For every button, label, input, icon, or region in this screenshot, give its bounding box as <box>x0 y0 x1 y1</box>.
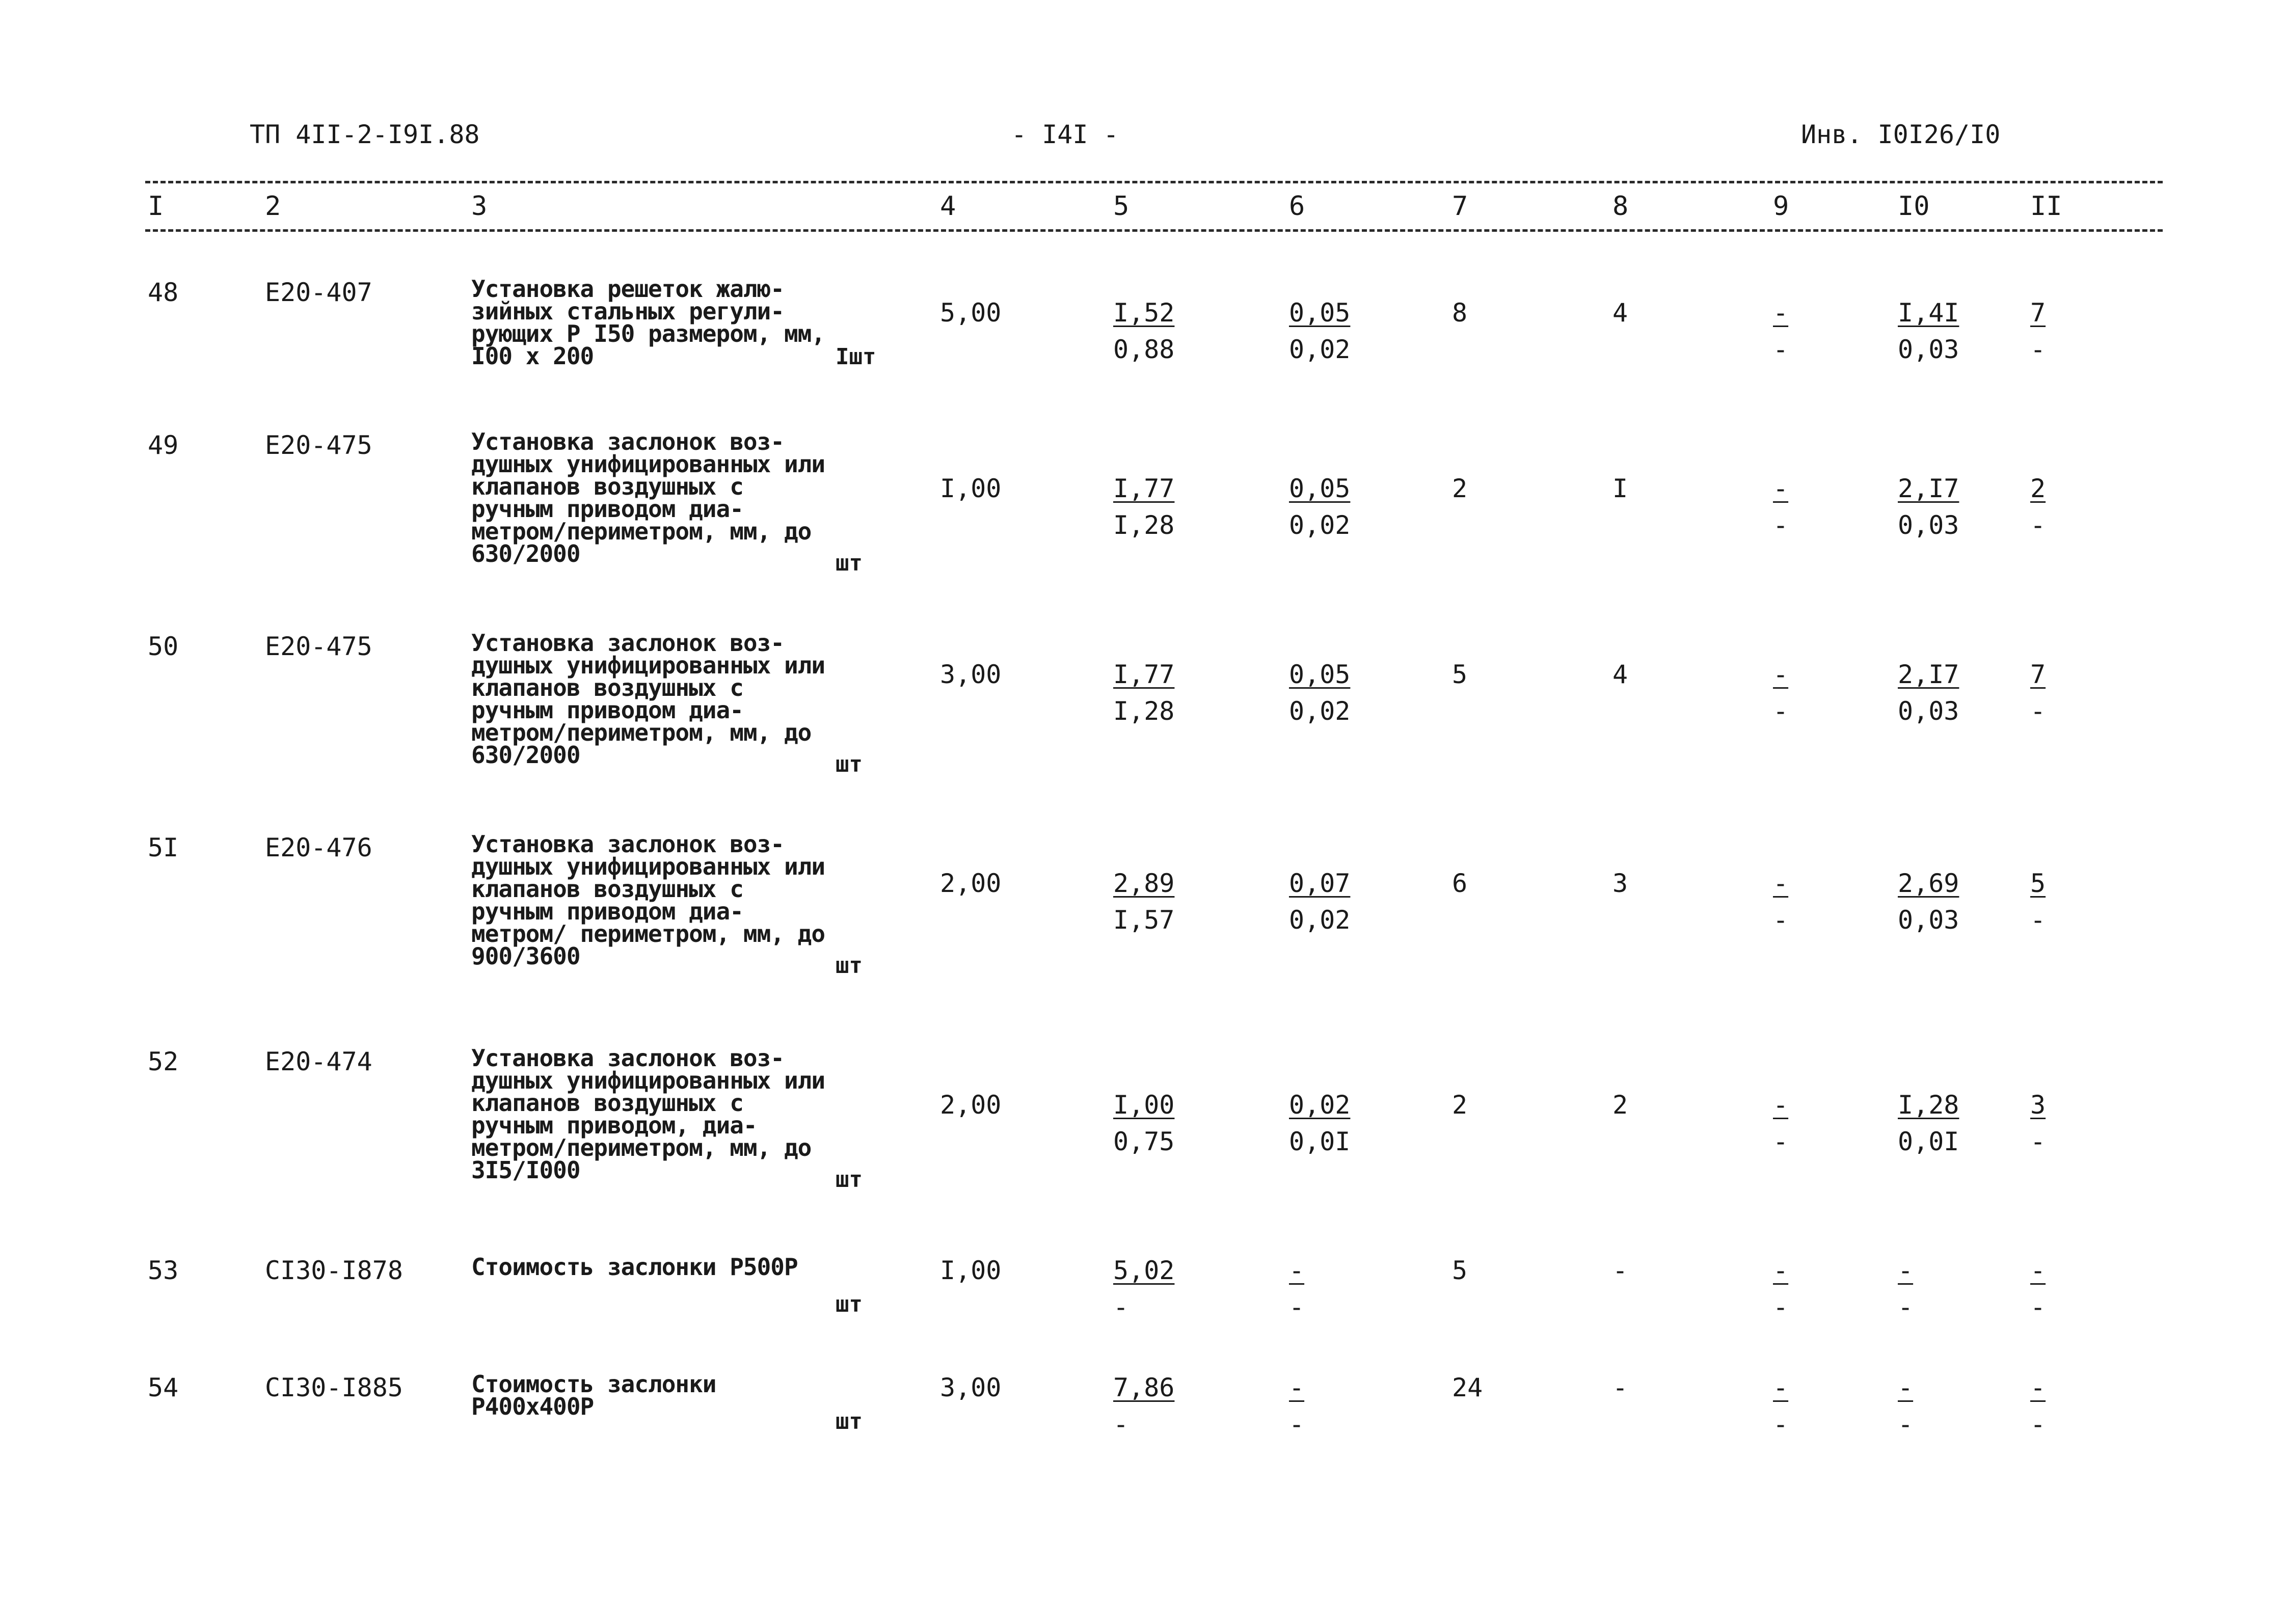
unit-of-measure: шт <box>836 1167 863 1193</box>
doc-code: ТП 4II-2-I9I.88 <box>250 120 480 149</box>
col5-value <box>1113 1090 1174 1156</box>
col5-value-denominator: 0,75 <box>1113 1127 1175 1156</box>
col5-value-denominator: - <box>1113 1410 1129 1439</box>
col8-value: - <box>1612 1373 1628 1402</box>
col9-value-numerator: - <box>1773 660 1789 689</box>
col10-value-denominator: 0,03 <box>1898 696 1959 726</box>
col-head-4: 4 <box>940 191 956 222</box>
unit-of-measure: шт <box>836 751 863 777</box>
col11-value-numerator: - <box>2030 1373 2046 1402</box>
col11-value <box>2030 1090 2046 1156</box>
col5-value-numerator: I,77 <box>1113 660 1175 689</box>
header-rule-bottom <box>145 229 2163 232</box>
col10-value-denominator: 0,0I <box>1898 1127 1959 1156</box>
col10-value <box>1898 474 1959 540</box>
col7-value: 5 <box>1452 1256 1468 1285</box>
price-code: Е20-407 <box>265 278 372 307</box>
col5-value-numerator: I,77 <box>1113 474 1175 503</box>
col5-value-denominator: I,28 <box>1113 696 1175 726</box>
col6-value <box>1289 1090 1350 1156</box>
col6-value-denominator: 0,02 <box>1289 696 1351 726</box>
col10-value-numerator: I,28 <box>1898 1090 1959 1120</box>
col-head-7: 7 <box>1452 191 1468 222</box>
col9-value-numerator: - <box>1773 298 1789 328</box>
price-code: СI30-I878 <box>265 1256 403 1285</box>
col10-value-numerator: - <box>1898 1373 1914 1402</box>
quantity: 5,00 <box>940 298 1002 328</box>
work-description: Установка решеток жалю- зийных стальных регули- рующих Р I50 размером, мм, I00 x 200 <box>471 275 825 370</box>
col10-value-numerator: 2,I7 <box>1898 660 1959 689</box>
col9-value <box>1773 1256 1788 1322</box>
col5-value-numerator: I,00 <box>1113 1090 1175 1120</box>
col10-value <box>1898 298 1959 364</box>
col10-value <box>1898 660 1959 726</box>
col11-value-numerator: 5 <box>2030 869 2046 898</box>
col9-value-numerator: - <box>1773 1090 1789 1120</box>
col6-value-numerator: 0,02 <box>1289 1090 1351 1120</box>
col11-value-denominator: - <box>2030 1292 2046 1322</box>
col7-value: 6 <box>1452 869 1468 898</box>
col6-value <box>1289 298 1350 364</box>
col11-value-denominator: - <box>2030 335 2046 364</box>
col9-value-denominator: - <box>1773 510 1789 540</box>
col-head-10: I0 <box>1898 191 1930 222</box>
unit-of-measure: шт <box>836 1291 863 1317</box>
col5-value-denominator: I,57 <box>1113 905 1175 935</box>
col5-value-numerator: I,52 <box>1113 298 1175 328</box>
row-number: 5I <box>148 833 179 862</box>
col11-value <box>2030 869 2046 935</box>
col10-value-numerator: - <box>1898 1256 1914 1285</box>
col9-value-denominator: - <box>1773 1410 1789 1439</box>
col11-value-denominator: - <box>2030 696 2046 726</box>
col5-value <box>1113 1373 1174 1439</box>
col9-value <box>1773 660 1788 726</box>
col9-value-numerator: - <box>1773 869 1789 898</box>
work-description: Стоимость заслонки Р500Р <box>471 1253 798 1281</box>
col9-value-denominator: - <box>1773 1127 1789 1156</box>
col9-value <box>1773 1373 1788 1439</box>
col10-value <box>1898 1373 1913 1439</box>
quantity: I,00 <box>940 474 1002 503</box>
col11-value-denominator: - <box>2030 905 2046 935</box>
quantity: 2,00 <box>940 869 1002 898</box>
col10-value-denominator: 0,03 <box>1898 510 1959 540</box>
unit-of-measure: Iшт <box>836 344 876 370</box>
quantity: 3,00 <box>940 1373 1002 1402</box>
col7-value: 2 <box>1452 474 1468 503</box>
col10-value-denominator: - <box>1898 1410 1914 1439</box>
unit-of-measure: шт <box>836 550 863 576</box>
col10-value-numerator: 2,I7 <box>1898 474 1959 503</box>
col6-value-denominator: 0,02 <box>1289 905 1351 935</box>
col11-value-numerator: 7 <box>2030 298 2046 328</box>
col8-value: 4 <box>1612 660 1628 689</box>
col6-value-denominator: - <box>1289 1292 1305 1322</box>
col11-value-numerator: 7 <box>2030 660 2046 689</box>
col5-value <box>1113 474 1174 540</box>
col5-value-numerator: 5,02 <box>1113 1256 1175 1285</box>
col5-value-numerator: 7,86 <box>1113 1373 1175 1402</box>
col-head-8: 8 <box>1612 191 1629 222</box>
quantity: I,00 <box>940 1256 1002 1285</box>
col5-value <box>1113 660 1174 726</box>
col6-value-denominator: - <box>1289 1410 1305 1439</box>
col5-value <box>1113 1256 1174 1322</box>
col6-value-numerator: 0,05 <box>1289 298 1351 328</box>
price-code: СI30-I885 <box>265 1373 403 1402</box>
col9-value-numerator: - <box>1773 1256 1789 1285</box>
col5-value <box>1113 298 1174 364</box>
unit-of-measure: шт <box>836 1409 863 1434</box>
col6-value <box>1289 660 1350 726</box>
col9-value-numerator: - <box>1773 474 1789 503</box>
col7-value: 8 <box>1452 298 1468 328</box>
work-description: Установка заслонок воз- душных унифицированных или клапанов воздушных с ручным приводом, диа- метром/периметром, мм, до 3I5/I000 <box>471 1044 825 1184</box>
col10-value-numerator: 2,69 <box>1898 869 1959 898</box>
quantity: 2,00 <box>940 1090 1002 1120</box>
col11-value <box>2030 660 2046 726</box>
col11-value-numerator: 2 <box>2030 474 2046 503</box>
col5-value-denominator: 0,88 <box>1113 335 1175 364</box>
row-number: 50 <box>148 632 179 661</box>
col10-value-denominator: 0,03 <box>1898 335 1959 364</box>
row-number: 49 <box>148 430 179 460</box>
col8-value: I <box>1612 474 1628 503</box>
col6-value-denominator: 0,02 <box>1289 510 1351 540</box>
col6-value <box>1289 474 1350 540</box>
col11-value-numerator: - <box>2030 1256 2046 1285</box>
col10-value <box>1898 1090 1959 1156</box>
price-code: Е20-475 <box>265 430 372 460</box>
col10-value-denominator: - <box>1898 1292 1914 1322</box>
col6-value-denominator: 0,02 <box>1289 335 1351 364</box>
col10-value-numerator: I,4I <box>1898 298 1959 328</box>
row-number: 52 <box>148 1047 179 1076</box>
col9-value-denominator: - <box>1773 1292 1789 1322</box>
col-head-2: 2 <box>265 191 281 222</box>
col-head-5: 5 <box>1113 191 1129 222</box>
work-description: Установка заслонок воз- душных унифицированных или клапанов воздушных с ручным приводом диа- метром/периметром, мм, до 630/2000 <box>471 428 825 567</box>
col11-value-denominator: - <box>2030 1127 2046 1156</box>
col6-value-numerator: 0,07 <box>1289 869 1351 898</box>
col6-value-numerator: - <box>1289 1373 1305 1402</box>
col10-value <box>1898 869 1959 935</box>
col6-value <box>1289 869 1350 935</box>
col9-value <box>1773 474 1788 540</box>
row-number: 53 <box>148 1256 179 1285</box>
work-description: Установка заслонок воз- душных унифицированных или клапанов воздушных с ручным приводом диа- метром/периметром, мм, до 630/2000 <box>471 629 825 769</box>
col7-value: 5 <box>1452 660 1468 689</box>
col7-value: 24 <box>1452 1373 1483 1402</box>
col10-value <box>1898 1256 1913 1322</box>
col9-value-denominator: - <box>1773 335 1789 364</box>
col9-value-denominator: - <box>1773 696 1789 726</box>
unit-of-measure: шт <box>836 953 863 979</box>
col-head-9: 9 <box>1773 191 1789 222</box>
col11-value <box>2030 298 2046 364</box>
col5-value-denominator: I,28 <box>1113 510 1175 540</box>
work-description: Установка заслонок воз- душных унифицированных или клапанов воздушных с ручным приводом диа- метром/ периметром, мм, до 900/3600 <box>471 830 825 970</box>
col8-value: 3 <box>1612 869 1628 898</box>
col-head-6: 6 <box>1289 191 1305 222</box>
col6-value-denominator: 0,0I <box>1289 1127 1351 1156</box>
col11-value-numerator: 3 <box>2030 1090 2046 1120</box>
col8-value: 2 <box>1612 1090 1628 1120</box>
col9-value <box>1773 1090 1788 1156</box>
col6-value <box>1289 1373 1304 1439</box>
col5-value-numerator: 2,89 <box>1113 869 1175 898</box>
col7-value: 2 <box>1452 1090 1468 1120</box>
col11-value-denominator: - <box>2030 1410 2046 1439</box>
row-number: 48 <box>148 278 179 307</box>
work-description: Стоимость заслонки Р400х400Р <box>471 1370 716 1420</box>
price-code: Е20-474 <box>265 1047 372 1076</box>
col-head-1: I <box>148 191 164 222</box>
price-code: Е20-476 <box>265 833 372 862</box>
col10-value-denominator: 0,03 <box>1898 905 1959 935</box>
row-number: 54 <box>148 1373 179 1402</box>
col11-value <box>2030 1373 2046 1439</box>
col-head-3: 3 <box>471 191 488 222</box>
col8-value: 4 <box>1612 298 1628 328</box>
col11-value <box>2030 1256 2046 1322</box>
col11-value-denominator: - <box>2030 510 2046 540</box>
col6-value-numerator: 0,05 <box>1289 660 1351 689</box>
col8-value: - <box>1612 1256 1628 1285</box>
col6-value-numerator: 0,05 <box>1289 474 1351 503</box>
col5-value-denominator: - <box>1113 1292 1129 1322</box>
header-rule-top <box>145 181 2163 183</box>
col9-value-denominator: - <box>1773 905 1789 935</box>
quantity: 3,00 <box>940 660 1002 689</box>
col9-value <box>1773 869 1788 935</box>
col6-value <box>1289 1256 1304 1322</box>
price-code: Е20-475 <box>265 632 372 661</box>
col9-value <box>1773 298 1788 364</box>
col6-value-numerator: - <box>1289 1256 1305 1285</box>
col9-value-numerator: - <box>1773 1373 1789 1402</box>
col-head-11: II <box>2030 191 2062 222</box>
inventory-number: Инв. I0I26/I0 <box>1801 120 2001 149</box>
page-number: - I4I - <box>1011 120 1119 149</box>
col5-value <box>1113 869 1174 935</box>
col11-value <box>2030 474 2046 540</box>
